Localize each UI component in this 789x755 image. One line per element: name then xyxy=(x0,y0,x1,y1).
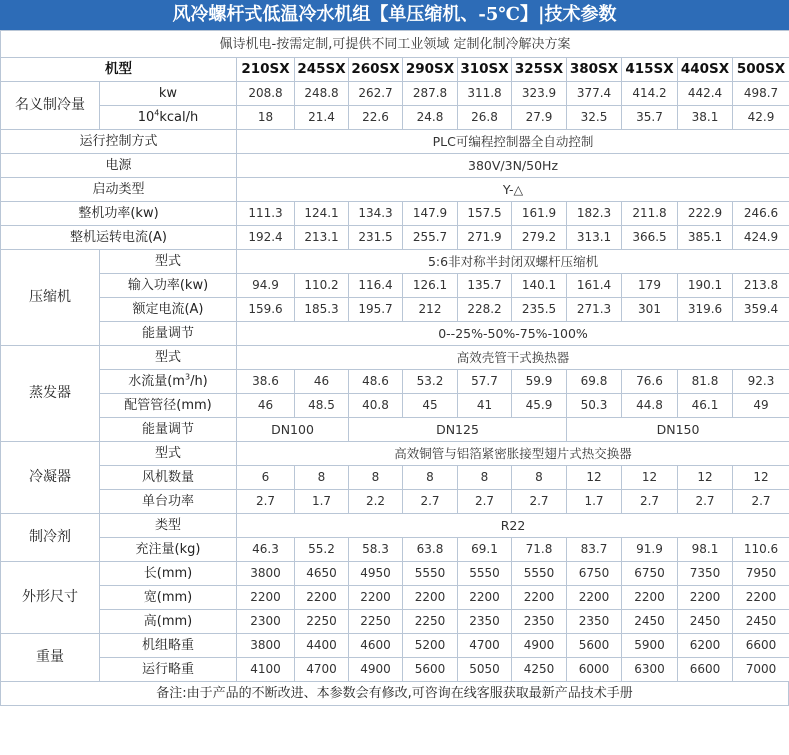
value-cell: 83.7 xyxy=(567,538,622,562)
value-cell: 38.1 xyxy=(678,106,733,130)
value-cell: 1.7 xyxy=(567,490,622,514)
value-cell: 58.3 xyxy=(349,538,403,562)
weight-group-label: 重量 xyxy=(1,634,100,682)
cooling-kcal-label xyxy=(100,106,237,130)
refrigerant-type-label: 类型 xyxy=(100,514,237,538)
value-cell: 2200 xyxy=(295,586,349,610)
compressor-type-label: 型式 xyxy=(100,250,237,274)
cooling-kw-row xyxy=(1,82,789,106)
value-cell: 5050 xyxy=(458,658,512,682)
value-cell: 2.7 xyxy=(512,490,567,514)
flow-label-base: 水流量(m xyxy=(128,374,185,389)
value-cell: 110.6 xyxy=(733,538,789,562)
value-cell: 111.3 xyxy=(237,202,295,226)
value-cell: 6300 xyxy=(622,658,678,682)
model-cell: 500SX xyxy=(733,58,789,82)
dimension-length-label: 长(mm) xyxy=(100,562,237,586)
condenser-fan-power-row xyxy=(1,490,789,514)
dimension-width-row xyxy=(1,586,789,610)
model-cell: 260SX xyxy=(349,58,403,82)
value-cell: 7350 xyxy=(678,562,733,586)
evaporator-adjust-value: DN150 xyxy=(567,418,789,442)
evaporator-adjust-value: DN100 xyxy=(237,418,349,442)
value-cell: 69.1 xyxy=(458,538,512,562)
footer-note: 备注:由于产品的不断改进、本参数会有修改,可咨询在线客服获取最新产品技术手册 xyxy=(0,682,789,706)
model-cell: 415SX xyxy=(622,58,678,82)
value-cell: 2200 xyxy=(512,586,567,610)
value-cell: 48.5 xyxy=(295,394,349,418)
value-cell: 385.1 xyxy=(678,226,733,250)
page-title: 风冷螺杆式低温冷水机组【单压缩机、-5℃】|技术参数 xyxy=(0,0,789,30)
condenser-type-value: 高效铜管与铝箔紧密胀接型翅片式热交换器 xyxy=(237,442,789,466)
value-cell: 301 xyxy=(622,298,678,322)
value-cell: 7000 xyxy=(733,658,789,682)
value-cell: 2200 xyxy=(733,586,789,610)
refrigerant-charge-row xyxy=(1,538,789,562)
dimension-height-row xyxy=(1,610,789,634)
value-cell: 53.2 xyxy=(403,370,458,394)
value-cell: 110.2 xyxy=(295,274,349,298)
value-cell: 248.8 xyxy=(295,82,349,106)
start-type-value: Y-△ xyxy=(237,178,789,202)
value-cell: 22.6 xyxy=(349,106,403,130)
value-cell: 57.7 xyxy=(458,370,512,394)
condenser-fans-row xyxy=(1,466,789,490)
compressor-group-label: 压缩机 xyxy=(1,250,100,346)
kcal-label-base: 10 xyxy=(137,110,155,125)
value-cell: 38.6 xyxy=(237,370,295,394)
value-cell: 76.6 xyxy=(622,370,678,394)
value-cell: 4700 xyxy=(295,658,349,682)
evaporator-type-value: 高效壳管干式换热器 xyxy=(237,346,789,370)
refrigerant-type-row xyxy=(1,514,789,538)
power-supply-row xyxy=(1,154,789,178)
value-cell: 2.7 xyxy=(237,490,295,514)
value-cell: 159.6 xyxy=(237,298,295,322)
flow-label-exponent: 3 xyxy=(184,372,191,382)
value-cell: 2250 xyxy=(349,610,403,634)
value-cell: 2.7 xyxy=(458,490,512,514)
value-cell: 49 xyxy=(733,394,789,418)
model-cell: 325SX xyxy=(512,58,567,82)
spec-table xyxy=(0,30,789,682)
value-cell: 46 xyxy=(237,394,295,418)
value-cell: 8 xyxy=(458,466,512,490)
value-cell: 7950 xyxy=(733,562,789,586)
value-cell: 271.9 xyxy=(458,226,512,250)
value-cell: 135.7 xyxy=(458,274,512,298)
value-cell: 12 xyxy=(622,466,678,490)
value-cell: 161.4 xyxy=(567,274,622,298)
value-cell: 4950 xyxy=(349,562,403,586)
evaporator-adjust-value: DN125 xyxy=(349,418,567,442)
value-cell: 2.7 xyxy=(678,490,733,514)
compressor-current-row xyxy=(1,298,789,322)
model-cell: 380SX xyxy=(567,58,622,82)
power-supply-value: 380V/3N/50Hz xyxy=(237,154,789,178)
value-cell: 45 xyxy=(403,394,458,418)
cooling-kcal-row xyxy=(1,106,789,130)
value-cell: 4900 xyxy=(349,658,403,682)
value-cell: 185.3 xyxy=(295,298,349,322)
value-cell: 91.9 xyxy=(622,538,678,562)
subtitle-row xyxy=(1,31,789,58)
start-type-row xyxy=(1,178,789,202)
value-cell: 46.1 xyxy=(678,394,733,418)
value-cell: 8 xyxy=(512,466,567,490)
value-cell: 2200 xyxy=(403,586,458,610)
value-cell: 377.4 xyxy=(567,82,622,106)
value-cell: 6200 xyxy=(678,634,733,658)
value-cell: 4600 xyxy=(349,634,403,658)
dimension-width-label: 宽(mm) xyxy=(100,586,237,610)
weight-operating-row xyxy=(1,658,789,682)
evaporator-type-row xyxy=(1,346,789,370)
condenser-fans-label: 风机数量 xyxy=(100,466,237,490)
cooling-kw-label: kw xyxy=(100,82,237,106)
value-cell: 255.7 xyxy=(403,226,458,250)
value-cell: 6750 xyxy=(622,562,678,586)
value-cell: 190.1 xyxy=(678,274,733,298)
evaporator-type-label: 型式 xyxy=(100,346,237,370)
dimension-length-row xyxy=(1,562,789,586)
value-cell: 424.9 xyxy=(733,226,789,250)
evaporator-flow-row xyxy=(1,370,789,394)
cooling-group-label: 名义制冷量 xyxy=(1,82,100,130)
value-cell: 59.9 xyxy=(512,370,567,394)
condenser-group-label: 冷凝器 xyxy=(1,442,100,514)
value-cell: 2450 xyxy=(622,610,678,634)
value-cell: 116.4 xyxy=(349,274,403,298)
value-cell: 81.8 xyxy=(678,370,733,394)
value-cell: 5900 xyxy=(622,634,678,658)
weight-operating-label: 运行略重 xyxy=(100,658,237,682)
weight-unit-row xyxy=(1,634,789,658)
value-cell: 4650 xyxy=(295,562,349,586)
value-cell: 12 xyxy=(733,466,789,490)
power-supply-label: 电源 xyxy=(1,154,237,178)
total-power-label: 整机功率(kw) xyxy=(1,202,237,226)
value-cell: 8 xyxy=(349,466,403,490)
subtitle: 佩诗机电-按需定制,可提供不同工业领域 定制化制冷解决方案 xyxy=(1,31,789,58)
value-cell: 26.8 xyxy=(458,106,512,130)
compressor-type-row xyxy=(1,250,789,274)
value-cell: 4700 xyxy=(458,634,512,658)
evaporator-group-label: 蒸发器 xyxy=(1,346,100,442)
value-cell: 2200 xyxy=(458,586,512,610)
total-current-label: 整机运转电流(A) xyxy=(1,226,237,250)
value-cell: 48.6 xyxy=(349,370,403,394)
value-cell: 69.8 xyxy=(567,370,622,394)
value-cell: 319.6 xyxy=(678,298,733,322)
value-cell: 231.5 xyxy=(349,226,403,250)
value-cell: 8 xyxy=(295,466,349,490)
compressor-current-label: 额定电流(A) xyxy=(100,298,237,322)
value-cell: 4100 xyxy=(237,658,295,682)
value-cell: 4250 xyxy=(512,658,567,682)
value-cell: 2200 xyxy=(237,586,295,610)
value-cell: 5200 xyxy=(403,634,458,658)
value-cell: 92.3 xyxy=(733,370,789,394)
value-cell: 134.3 xyxy=(349,202,403,226)
value-cell: 211.8 xyxy=(622,202,678,226)
value-cell: 2200 xyxy=(567,586,622,610)
condenser-type-label: 型式 xyxy=(100,442,237,466)
value-cell: 311.8 xyxy=(458,82,512,106)
value-cell: 35.7 xyxy=(622,106,678,130)
value-cell: 323.9 xyxy=(512,82,567,106)
value-cell: 63.8 xyxy=(403,538,458,562)
kcal-label-unit: kcal/h xyxy=(159,110,199,125)
value-cell: 40.8 xyxy=(349,394,403,418)
value-cell: 6750 xyxy=(567,562,622,586)
compressor-capacity-label: 能量调节 xyxy=(100,322,237,346)
model-row xyxy=(1,58,789,82)
value-cell: 27.9 xyxy=(512,106,567,130)
value-cell: 21.4 xyxy=(295,106,349,130)
value-cell: 2350 xyxy=(458,610,512,634)
control-row xyxy=(1,130,789,154)
compressor-capacity-row xyxy=(1,322,789,346)
value-cell: 213.1 xyxy=(295,226,349,250)
value-cell: 498.7 xyxy=(733,82,789,106)
value-cell: 2450 xyxy=(678,610,733,634)
value-cell: 55.2 xyxy=(295,538,349,562)
value-cell: 46 xyxy=(295,370,349,394)
value-cell: 228.2 xyxy=(458,298,512,322)
value-cell: 2.2 xyxy=(349,490,403,514)
dimensions-group-label: 外形尺寸 xyxy=(1,562,100,634)
value-cell: 2.7 xyxy=(733,490,789,514)
value-cell: 42.9 xyxy=(733,106,789,130)
value-cell: 5600 xyxy=(567,634,622,658)
value-cell: 5550 xyxy=(403,562,458,586)
value-cell: 2450 xyxy=(733,610,789,634)
model-header: 机型 xyxy=(1,58,237,82)
evaporator-adjust-row xyxy=(1,418,789,442)
model-cell: 210SX xyxy=(237,58,295,82)
evaporator-flow-label xyxy=(100,370,237,394)
value-cell: 2250 xyxy=(295,610,349,634)
value-cell: 2250 xyxy=(403,610,458,634)
condenser-fan-power-label: 单台功率 xyxy=(100,490,237,514)
control-label: 运行控制方式 xyxy=(1,130,237,154)
value-cell: 6600 xyxy=(678,658,733,682)
value-cell: 313.1 xyxy=(567,226,622,250)
compressor-capacity-value: 0--25%-50%-75%-100% xyxy=(237,322,789,346)
value-cell: 2200 xyxy=(678,586,733,610)
start-type-label: 启动类型 xyxy=(1,178,237,202)
flow-label-unit: /h) xyxy=(190,374,208,389)
value-cell: 6 xyxy=(237,466,295,490)
value-cell: 213.8 xyxy=(733,274,789,298)
value-cell: 71.8 xyxy=(512,538,567,562)
value-cell: 442.4 xyxy=(678,82,733,106)
value-cell: 98.1 xyxy=(678,538,733,562)
value-cell: 44.8 xyxy=(622,394,678,418)
refrigerant-charge-label: 充注量(kg) xyxy=(100,538,237,562)
compressor-input-row xyxy=(1,274,789,298)
value-cell: 5550 xyxy=(458,562,512,586)
compressor-input-label: 输入功率(kw) xyxy=(100,274,237,298)
value-cell: 5600 xyxy=(403,658,458,682)
value-cell: 41 xyxy=(458,394,512,418)
value-cell: 1.7 xyxy=(295,490,349,514)
value-cell: 287.8 xyxy=(403,82,458,106)
total-current-row xyxy=(1,226,789,250)
value-cell: 6600 xyxy=(733,634,789,658)
value-cell: 271.3 xyxy=(567,298,622,322)
kcal-label-exponent: 4 xyxy=(154,108,160,118)
model-cell: 440SX xyxy=(678,58,733,82)
value-cell: 45.9 xyxy=(512,394,567,418)
value-cell: 4900 xyxy=(512,634,567,658)
value-cell: 2200 xyxy=(622,586,678,610)
model-cell: 245SX xyxy=(295,58,349,82)
value-cell: 161.9 xyxy=(512,202,567,226)
value-cell: 2.7 xyxy=(403,490,458,514)
value-cell: 262.7 xyxy=(349,82,403,106)
value-cell: 2350 xyxy=(512,610,567,634)
value-cell: 192.4 xyxy=(237,226,295,250)
value-cell: 50.3 xyxy=(567,394,622,418)
evaporator-pipe-label: 配管管径(mm) xyxy=(100,394,237,418)
value-cell: 6000 xyxy=(567,658,622,682)
refrigerant-group-label: 制冷剂 xyxy=(1,514,100,562)
value-cell: 3800 xyxy=(237,562,295,586)
value-cell: 2300 xyxy=(237,610,295,634)
value-cell: 3800 xyxy=(237,634,295,658)
value-cell: 366.5 xyxy=(622,226,678,250)
evaporator-adjust-label: 能量调节 xyxy=(100,418,237,442)
value-cell: 140.1 xyxy=(512,274,567,298)
value-cell: 235.5 xyxy=(512,298,567,322)
value-cell: 2350 xyxy=(567,610,622,634)
value-cell: 182.3 xyxy=(567,202,622,226)
value-cell: 12 xyxy=(678,466,733,490)
control-value: PLC可编程控制器全自动控制 xyxy=(237,130,789,154)
value-cell: 126.1 xyxy=(403,274,458,298)
value-cell: 414.2 xyxy=(622,82,678,106)
compressor-type-value: 5:6非对称半封闭双螺杆压缩机 xyxy=(237,250,789,274)
value-cell: 2.7 xyxy=(622,490,678,514)
value-cell: 46.3 xyxy=(237,538,295,562)
value-cell: 195.7 xyxy=(349,298,403,322)
value-cell: 124.1 xyxy=(295,202,349,226)
value-cell: 179 xyxy=(622,274,678,298)
value-cell: 8 xyxy=(403,466,458,490)
value-cell: 5550 xyxy=(512,562,567,586)
model-cell: 290SX xyxy=(403,58,458,82)
value-cell: 94.9 xyxy=(237,274,295,298)
value-cell: 279.2 xyxy=(512,226,567,250)
condenser-type-row xyxy=(1,442,789,466)
value-cell: 222.9 xyxy=(678,202,733,226)
value-cell: 212 xyxy=(403,298,458,322)
weight-unit-label: 机组略重 xyxy=(100,634,237,658)
value-cell: 359.4 xyxy=(733,298,789,322)
dimension-height-label: 高(mm) xyxy=(100,610,237,634)
value-cell: 157.5 xyxy=(458,202,512,226)
evaporator-pipe-row xyxy=(1,394,789,418)
model-cell: 310SX xyxy=(458,58,512,82)
value-cell: 4400 xyxy=(295,634,349,658)
total-power-row xyxy=(1,202,789,226)
value-cell: 246.6 xyxy=(733,202,789,226)
value-cell: 24.8 xyxy=(403,106,458,130)
value-cell: 18 xyxy=(237,106,295,130)
value-cell: 12 xyxy=(567,466,622,490)
value-cell: 147.9 xyxy=(403,202,458,226)
value-cell: 32.5 xyxy=(567,106,622,130)
value-cell: 2200 xyxy=(349,586,403,610)
value-cell: 208.8 xyxy=(237,82,295,106)
refrigerant-type-value: R22 xyxy=(237,514,789,538)
